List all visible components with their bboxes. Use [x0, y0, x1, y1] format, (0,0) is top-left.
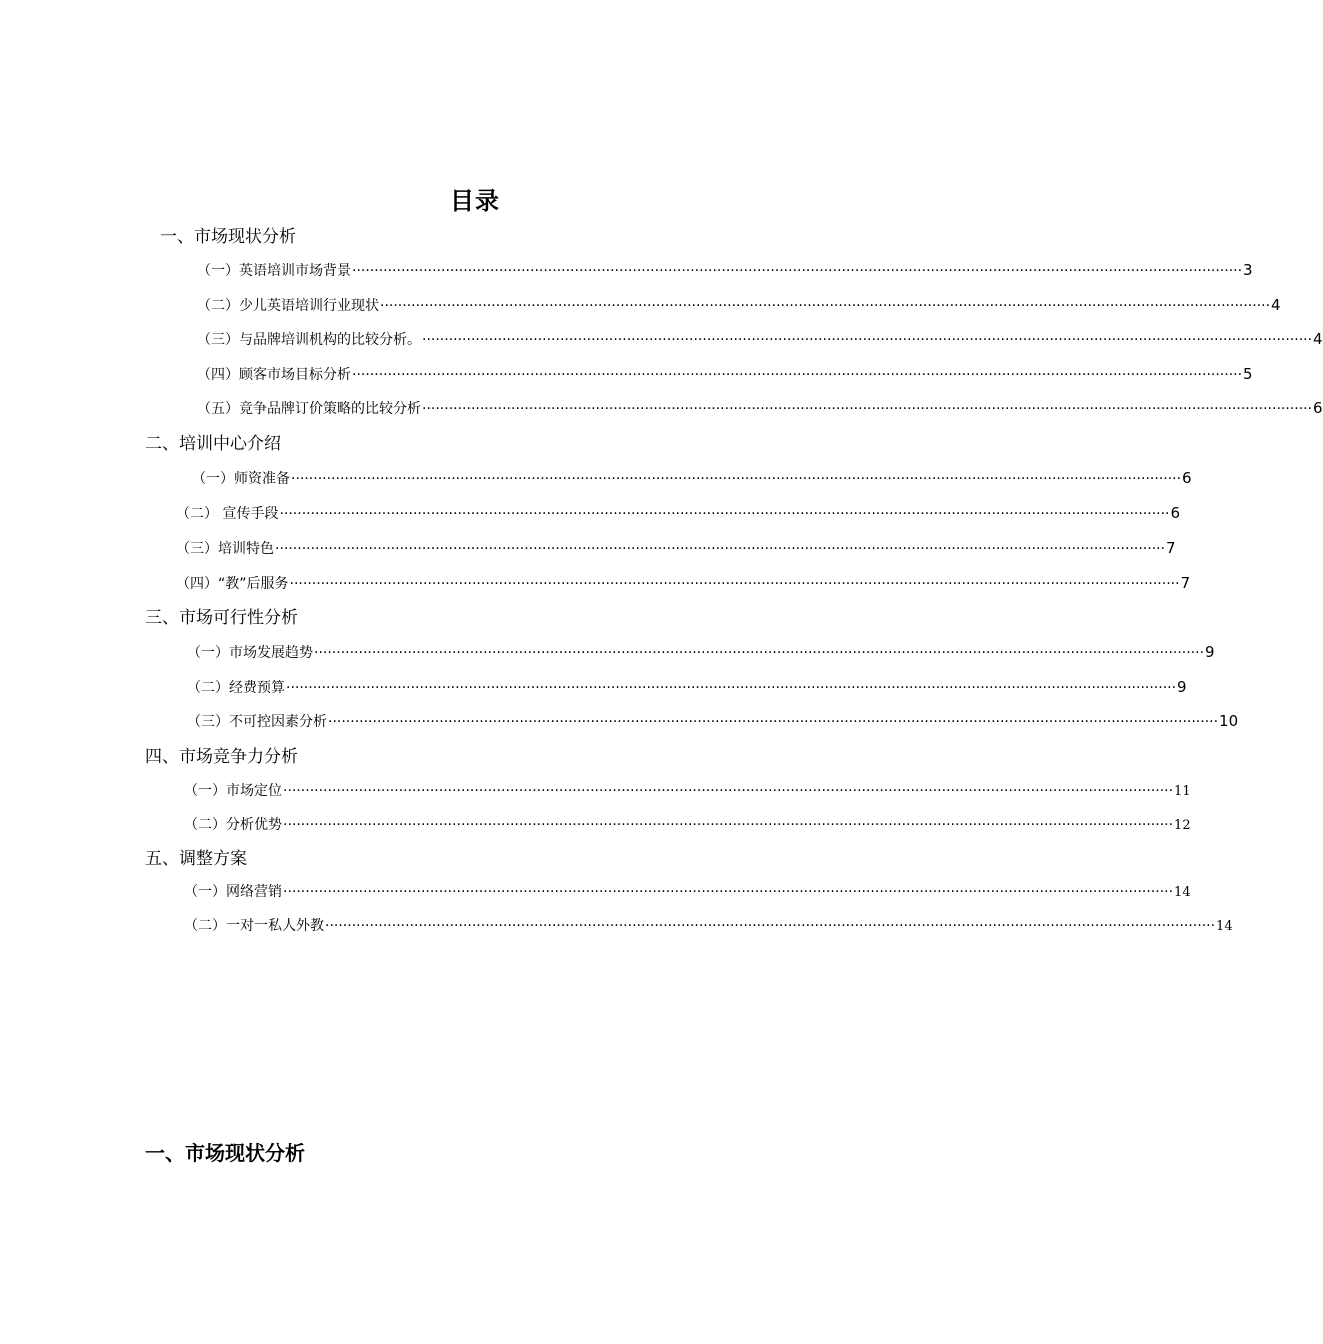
- toc-entry-page: 6: [1182, 469, 1192, 487]
- toc-entry-page: 14: [1216, 919, 1233, 934]
- toc-leader-dots: ········································································································································································································: [314, 645, 1205, 661]
- toc-section-2[interactable]: 二、培训中心介绍: [145, 434, 281, 454]
- toc-entry-page: 7: [1166, 539, 1176, 557]
- toc-entry-text: （二）分析优势: [184, 817, 282, 833]
- toc-entry[interactable]: [184, 815, 1191, 836]
- toc-entry[interactable]: [197, 398, 1323, 419]
- toc-leader-dots: ········································································································································································································: [283, 817, 1174, 833]
- toc-leader-dots: ········································································································································································································: [286, 680, 1177, 696]
- toc-entry[interactable]: [176, 503, 1181, 524]
- toc-entry-text: （一）网络营销: [184, 884, 282, 900]
- toc-entry-page: 9: [1205, 643, 1215, 661]
- toc-entry-text: （四）“教”后服务: [176, 576, 289, 592]
- toc-entry-text: （一）市场发展趋势: [187, 645, 313, 661]
- toc-entry-text: （一）英语培训市场背景: [197, 263, 351, 279]
- toc-entry-text: （二）少儿英语培训行业现状: [197, 298, 379, 314]
- section-heading: 一、市场现状分析: [145, 1141, 305, 1165]
- toc-entry-text: （二）经费预算: [187, 680, 285, 696]
- toc-entry[interactable]: [187, 711, 1239, 732]
- toc-entry-text: （五）竞争品牌订价策略的比较分析: [197, 401, 421, 417]
- toc-leader-dots: ········································································································································································································: [279, 506, 1170, 522]
- toc-leader-dots: ········································································································································································································: [325, 918, 1216, 934]
- toc-entry-page: 3: [1243, 261, 1253, 279]
- toc-entry-text: （三）培训特色: [176, 541, 274, 557]
- toc-leader-dots: ········································································································································································································: [422, 401, 1313, 417]
- toc-entry-text: （三）与品牌培训机构的比较分析。: [197, 332, 421, 348]
- toc-leader-dots: ········································································································································································································: [289, 576, 1180, 592]
- toc-leader-dots: ········································································································································································································: [328, 714, 1219, 730]
- toc-entry[interactable]: [197, 364, 1253, 385]
- toc-entry-page: 14: [1174, 885, 1191, 900]
- toc-entry[interactable]: [197, 329, 1323, 350]
- toc-title: 目录: [450, 187, 500, 215]
- toc-entry-text: （一）市场定位: [184, 783, 282, 799]
- toc-entry-page: 12: [1174, 818, 1191, 833]
- toc-leader-dots: ········································································································································································································: [422, 332, 1313, 348]
- toc-entry[interactable]: [197, 295, 1281, 316]
- toc-entry-page: 9: [1177, 678, 1187, 696]
- toc-leader-dots: ········································································································································································································: [283, 783, 1174, 799]
- toc-entry[interactable]: [176, 573, 1191, 594]
- toc-entry[interactable]: [187, 642, 1215, 663]
- toc-entry[interactable]: [187, 677, 1187, 698]
- toc-section-1[interactable]: 一、市场现状分析: [160, 227, 296, 247]
- toc-entry-page: 6: [1170, 504, 1181, 522]
- toc-entry-page: 7: [1180, 574, 1191, 592]
- toc-entry-page: 10: [1219, 712, 1239, 730]
- toc-entry-text: （一）师资准备: [192, 471, 290, 487]
- toc-leader-dots: ········································································································································································································: [291, 471, 1182, 487]
- toc-section-3[interactable]: 三、市场可行性分析: [145, 608, 298, 628]
- toc-entry-page: 4: [1313, 330, 1323, 348]
- toc-entry[interactable]: [184, 882, 1191, 903]
- toc-entry-text: （四）顾客市场目标分析: [197, 367, 351, 383]
- toc-leader-dots: ········································································································································································································: [352, 367, 1243, 383]
- toc-entry-text: （三）不可控因素分析: [187, 714, 327, 730]
- toc-entry-page: 5: [1243, 365, 1253, 383]
- toc-leader-dots: ········································································································································································································: [283, 884, 1174, 900]
- toc-entry-text: （二） 宣传手段: [176, 506, 279, 522]
- toc-leader-dots: ········································································································································································································: [352, 263, 1243, 279]
- toc-entry-page: 11: [1174, 784, 1191, 799]
- toc-entry-page: 4: [1271, 296, 1281, 314]
- toc-entry-text: （二）一对一私人外教: [184, 918, 324, 934]
- toc-entry[interactable]: [184, 781, 1191, 802]
- toc-entry-page: 6: [1313, 399, 1323, 417]
- toc-entry[interactable]: [176, 538, 1176, 559]
- toc-leader-dots: ········································································································································································································: [275, 541, 1166, 557]
- toc-leader-dots: ········································································································································································································: [380, 298, 1271, 314]
- toc-entry[interactable]: [197, 260, 1253, 281]
- toc-section-4[interactable]: 四、市场竞争力分析: [145, 747, 298, 767]
- toc-section-5[interactable]: 五、调整方案: [145, 849, 247, 869]
- toc-entry[interactable]: [184, 916, 1233, 937]
- toc-entry[interactable]: [192, 468, 1192, 489]
